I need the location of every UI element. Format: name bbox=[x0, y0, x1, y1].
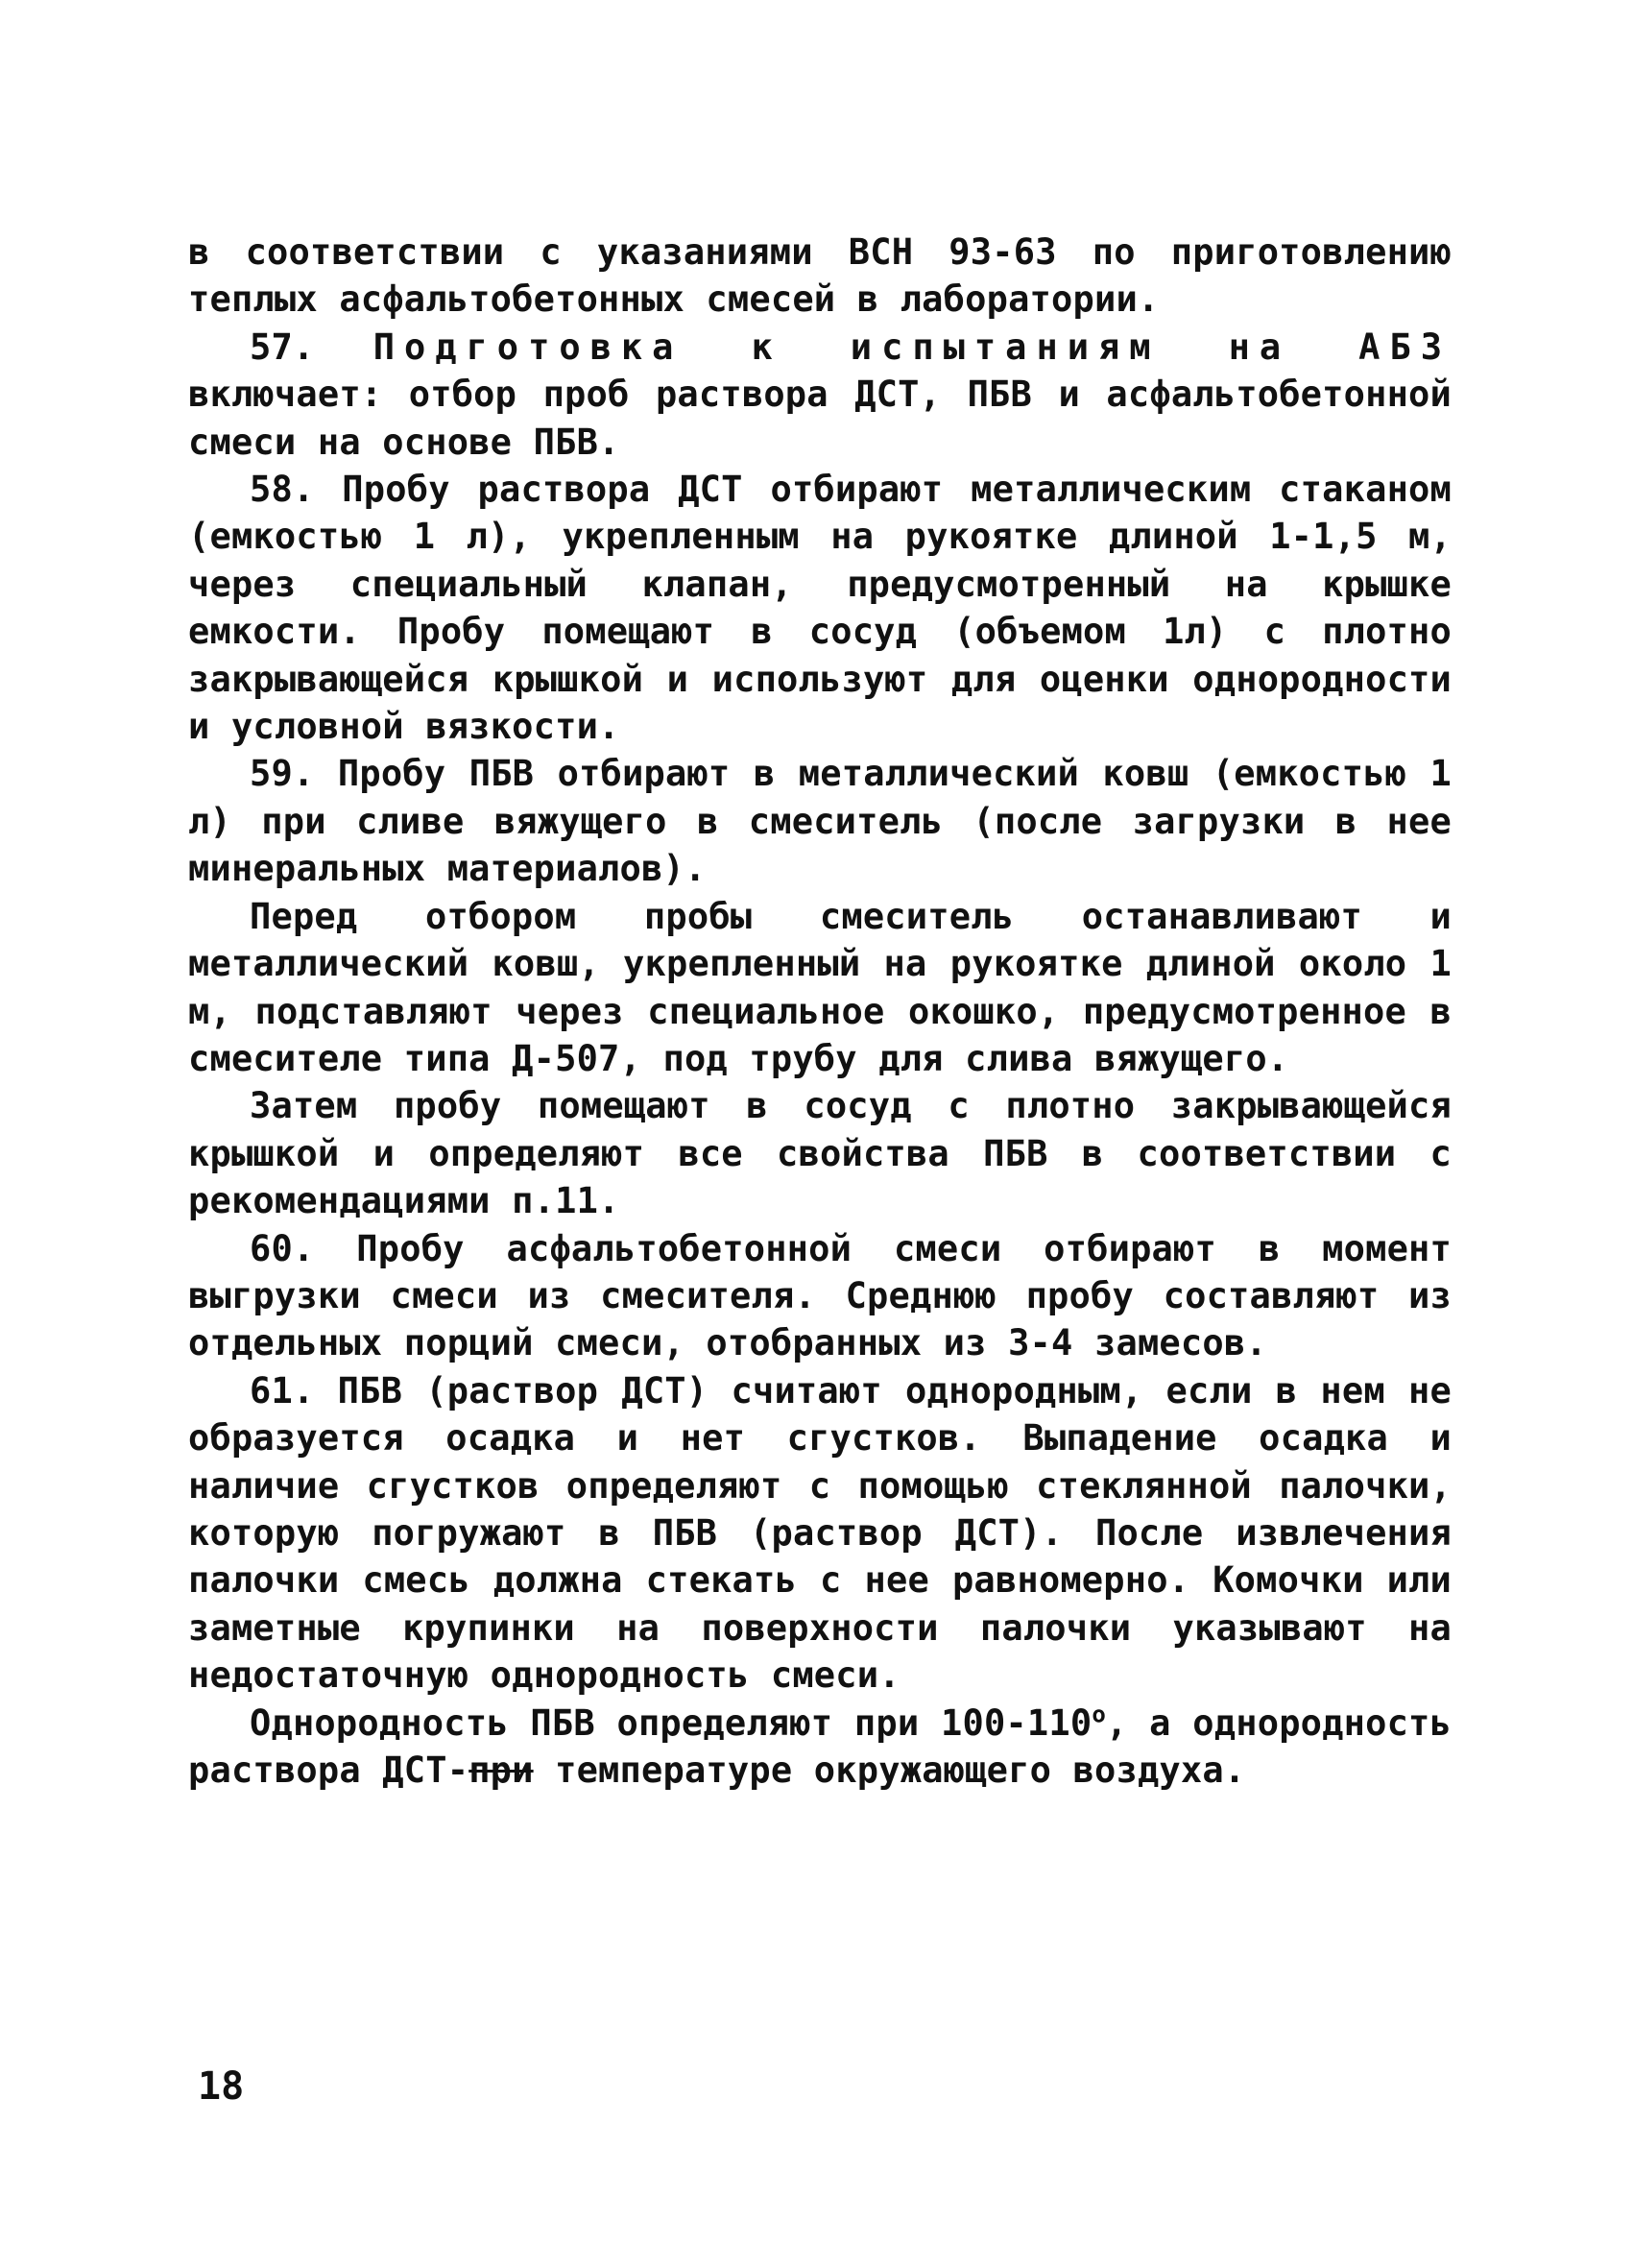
temperature-text-end: температуре окружающего воздуха. bbox=[533, 1749, 1246, 1791]
paragraph-60: 60. Пробу асфальтобетонной смеси отбирают в момент выгрузки смеси из смесителя. Среднюю пробу составляют из отдельных порций смеси, отобранных из 3-4 замесов. bbox=[188, 1227, 1452, 1364]
page-number: 18 bbox=[198, 2064, 245, 2109]
temperature-text-middle: , а однородность раствора ДСТ- bbox=[188, 1701, 1452, 1791]
paragraph-57-body: включает: отбор проб раствора ДСТ, ПБВ и асфальтобетонной смеси на основе ПБВ. bbox=[188, 374, 1452, 463]
paragraph-58: 58. Пробу раствора ДСТ отбирают металлическим стаканом (емкостью 1 л), укрепленным на рукоятке длиной 1-1,5 м, через специальный клапан, предусмотренный на крышке емкости. Пробу помещают в сосуд (объемом 1л) с плотно закрывающейся крышкой и используют для оценки однородности и условной вязкости. bbox=[188, 469, 1452, 748]
paragraph-59-conclusion: Затем пробу помещают в сосуд с плотно закрывающейся крышкой и определяют все свойства ПБВ в соответствии с рекомендациями п.11. bbox=[188, 1085, 1452, 1222]
paragraph-59: 59. Пробу ПБВ отбирают в металлический ковш (емкостью 1 л) при сливе вяжущего в смеситель (после загрузки в нее минеральных материалов). bbox=[188, 753, 1452, 890]
body-text bbox=[188, 229, 1452, 1794]
item-number-57: 57. bbox=[250, 326, 315, 368]
degree-superscript: о bbox=[1092, 1701, 1106, 1728]
paragraph-61: 61. ПБВ (раствор ДСТ) считают однородным, если в нем не образуется осадка и нет сгустков. Выпадение осадка и наличие сгустков определяют с помощью стеклянной палочки, которую погружают в ПБВ (раствор ДСТ). После извлечения палочки смесь должна стекать с нее равномерно. Комочки или заметные крупинки на поверхности палочки указывают на недостаточную однородность смеси. bbox=[188, 1369, 1452, 1697]
struck-word: при bbox=[468, 1749, 534, 1791]
paragraph-continuation: в соответствии с указаниями ВСН 93-63 по приготовлению теплых асфальтобетонных смесей в лаборатории. bbox=[188, 231, 1452, 321]
paragraph-61-temperature bbox=[188, 1700, 1452, 1795]
spaced-heading-57: Подготовка к испытаниям на АБЗ bbox=[372, 326, 1453, 368]
paragraph-59-detail: Перед отбором пробы смеситель останавливают и металлический ковш, укрепленный на рукоятке длиной около 1 м, подставляют через специальное окошко, предусмотренное в смесителе типа Д-507, под трубу для слива вяжущего. bbox=[188, 895, 1452, 1079]
paragraph-57 bbox=[188, 324, 1452, 466]
temperature-text-start: Однородность ПБВ определяют при 100-110 bbox=[250, 1701, 1093, 1744]
